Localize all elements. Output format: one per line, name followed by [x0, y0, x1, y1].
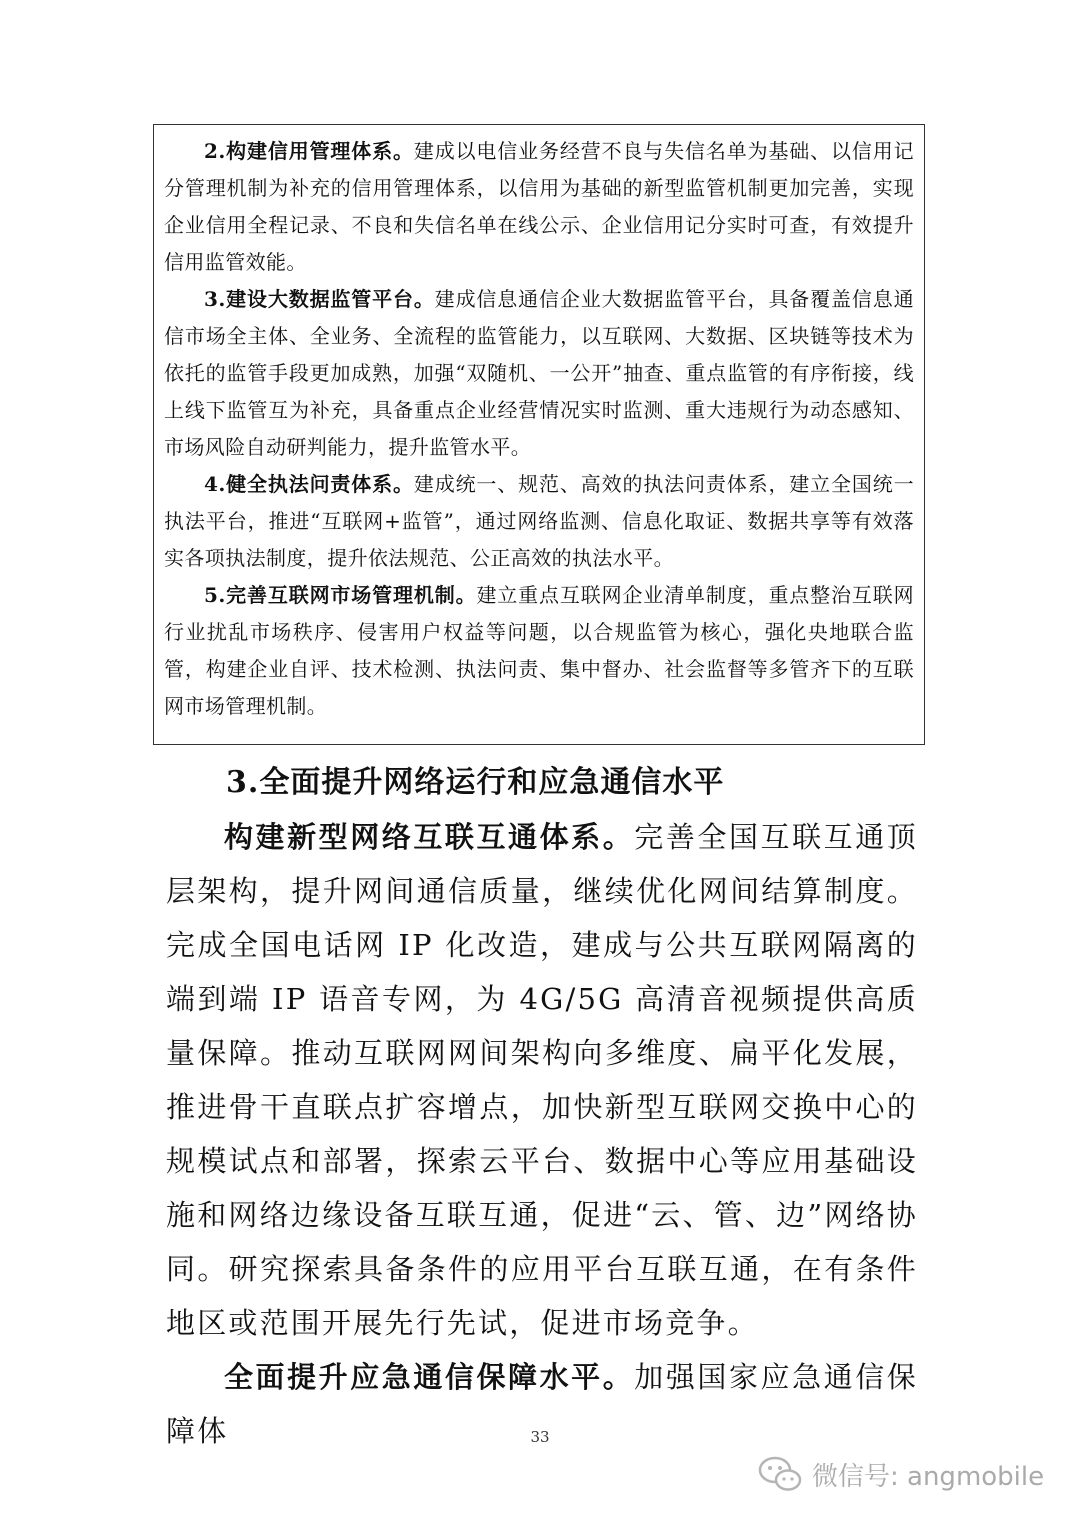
box-item-text: 建成以电信业务经营不良与失信名单为基础、以信用记分管理机制为补充的信用管理体系，以信用为基础的新型监管机制更加完善，实现企业信用全程记录、不良和失信名单在线公示、企业信用记分实时可查，有效提升信用监管效能。 [164, 139, 914, 274]
box-item-title: 5.完善互联网市场管理机制。 [204, 583, 477, 607]
section-heading: 3.全面提升网络运行和应急通信水平 [226, 765, 725, 800]
box-item-title: 3.建设大数据监管平台。 [204, 287, 435, 311]
main-content [166, 756, 918, 1458]
paragraph-interconnection [166, 810, 918, 1350]
box-item-title: 2.构建信用管理体系。 [204, 139, 414, 163]
box-item-enforcement [164, 466, 914, 577]
box-item-internet-market [164, 577, 914, 725]
box-item-credit [164, 133, 914, 281]
highlight-box [153, 124, 925, 745]
paragraph-text: 完善全国互联互通顶层架构，提升网间通信质量，继续优化网间结算制度。完成全国电话网 IP 化改造，建成与公共互联网隔离的端到端 IP 语音专网，为 4G/5G 高清音视频提供高质量保障。推动互联网网间架构向多维度、扁平化发展，推进骨干直联点扩容增点，加快新型互联网交换中心的规模试点和部署，探索云平台、数据中心等应用基础设施和网络边缘设备互联互通，促进“云、管、边”网络协同。研究探索具备条件的应用平台互联互通，在有条件地区或范围开展先行先试，促进市场竞争。 [166, 820, 918, 1340]
box-item-title: 4.健全执法问责体系。 [204, 472, 414, 496]
paragraph-text: 加强国家应急通信保障体 [166, 1360, 918, 1448]
box-item-text: 建成信息通信企业大数据监管平台，具备覆盖信息通信市场全主体、全业务、全流程的监管能力，以互联网、大数据、区块链等技术为依托的监管手段更加成熟，加强“双随机、一公开”抽查、重点监管的有序衔接，线上线下监管互为补充，具备重点企业经营情况实时监测、重大违规行为动态感知、市场风险自动研判能力，提升监管水平。 [164, 287, 914, 459]
box-item-text: 建成统一、规范、高效的执法问责体系，建立全国统一执法平台，推进“互联网+监管”，通过网络监测、信息化取证、数据共享等有效落实各项执法制度，提升依法规范、公正高效的执法水平。 [164, 472, 914, 570]
box-item-text: 建立重点互联网企业清单制度，重点整治互联网行业扰乱市场秩序、侵害用户权益等问题，以合规监管为核心，强化央地联合监管，构建企业自评、技术检测、执法问责、集中督办、社会监督等多管齐下的互联网市场管理机制。 [164, 583, 914, 718]
paragraph-title: 全面提升应急通信保障水平。 [224, 1360, 635, 1394]
watermark-text: 微信号: angmobile [812, 1461, 1045, 1492]
wechat-icon [758, 1456, 802, 1492]
paragraph-title: 构建新型网络互联互通体系。 [224, 820, 635, 854]
box-item-bigdata [164, 281, 914, 466]
wechat-watermark [758, 1454, 1044, 1494]
page-number: 33 [530, 1428, 550, 1446]
